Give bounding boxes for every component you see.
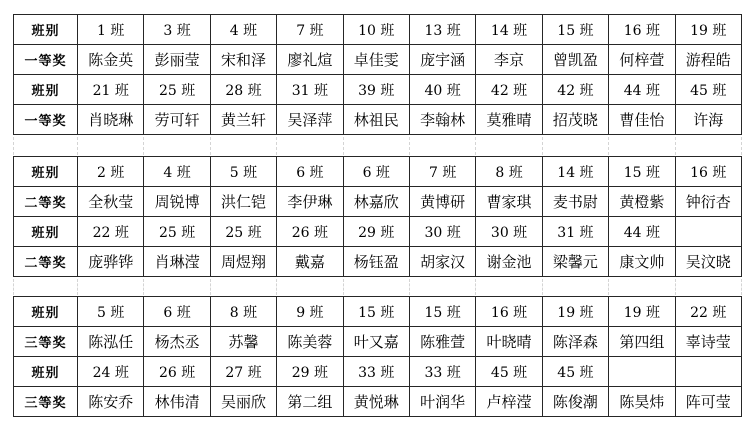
class-number-cell[interactable]: 8 班 [476,157,542,187]
student-name-cell[interactable]: 彭丽莹 [144,45,210,75]
student-name-cell[interactable]: 苏馨 [210,327,276,357]
student-name-cell[interactable]: 钟衍杏 [675,187,741,217]
class-number-cell[interactable]: 22 班 [675,297,741,327]
student-name-cell[interactable]: 洪仁铠 [210,187,276,217]
class-number-cell[interactable] [675,217,741,247]
gridline-dash [542,137,543,155]
student-name-cell[interactable]: 叶润华 [409,387,475,417]
class-number-cell[interactable]: 7 班 [409,157,475,187]
student-name-cell[interactable]: 林伟清 [144,387,210,417]
table-row [14,15,742,45]
gridline-dash [13,137,14,155]
student-name-cell[interactable]: 黄悦琳 [343,387,409,417]
gridline-dash [210,137,211,155]
class-number-cell[interactable]: 16 班 [675,157,741,187]
class-number-cell[interactable]: 19 班 [675,15,741,45]
class-number-cell[interactable]: 4 班 [210,15,276,45]
class-number-cell[interactable]: 13 班 [409,15,475,45]
gridline-dash [542,279,543,295]
class-number-cell[interactable]: 4 班 [144,157,210,187]
class-number-cell[interactable]: 45 班 [476,357,542,387]
student-name-cell[interactable]: 黄兰轩 [210,105,276,135]
row-label-prize[interactable]: 三等奖 [14,327,78,357]
student-name-cell[interactable]: 李京 [476,45,542,75]
student-name-cell[interactable]: 许海 [675,105,741,135]
row-label-prize[interactable]: 一等奖 [14,105,78,135]
class-number-cell[interactable]: 19 班 [609,297,675,327]
class-number-cell[interactable]: 42 班 [476,75,542,105]
table-row [14,387,742,417]
row-label-class[interactable]: 班别 [14,217,78,247]
class-number-cell[interactable]: 44 班 [609,217,675,247]
class-number-cell[interactable]: 15 班 [609,157,675,187]
class-number-cell[interactable]: 30 班 [476,217,542,247]
student-name-cell[interactable]: 戴嘉 [277,247,343,277]
table-row [14,327,742,357]
student-name-cell[interactable]: 杨杰丞 [144,327,210,357]
class-number-cell[interactable]: 30 班 [409,217,475,247]
gridline-dash [475,279,476,295]
class-number-cell[interactable]: 5 班 [210,157,276,187]
row-label-prize[interactable]: 二等奖 [14,187,78,217]
class-number-cell[interactable]: 45 班 [675,75,741,105]
gap-gridlines-2 [13,279,741,295]
student-name-cell[interactable]: 陈昊炜 [609,387,675,417]
student-name-cell[interactable]: 林嘉欣 [343,187,409,217]
gridline-dash [77,279,78,295]
gridline-dash [675,137,676,155]
row-label-prize[interactable]: 一等奖 [14,45,78,75]
row-label-class[interactable]: 班别 [14,75,78,105]
student-name-cell[interactable]: 曹家琪 [476,187,542,217]
table-row [14,45,742,75]
first-prize-table [13,14,742,135]
class-number-cell[interactable]: 15 班 [542,15,608,45]
class-number-cell[interactable]: 25 班 [144,75,210,105]
student-name-cell[interactable]: 阵可莹 [675,387,741,417]
row-label-prize[interactable]: 二等奖 [14,247,78,277]
gridline-dash [409,137,410,155]
class-number-cell[interactable]: 40 班 [409,75,475,105]
gridline-dash [276,137,277,155]
class-number-cell[interactable]: 15 班 [343,297,409,327]
class-number-cell[interactable]: 45 班 [542,357,608,387]
second-prize-table [13,156,742,277]
gridline-dash [741,279,742,295]
class-number-cell[interactable]: 9 班 [277,297,343,327]
class-number-cell[interactable] [675,357,741,387]
student-name-cell[interactable]: 杨钰盈 [343,247,409,277]
student-name-cell[interactable]: 康文帅 [609,247,675,277]
class-number-cell[interactable]: 6 班 [144,297,210,327]
student-name-cell[interactable]: 谢金池 [476,247,542,277]
class-number-cell[interactable]: 31 班 [542,217,608,247]
student-name-cell[interactable]: 叶晓晴 [476,327,542,357]
table-row [14,187,742,217]
class-number-cell[interactable]: 29 班 [277,357,343,387]
student-name-cell[interactable]: 第四组 [609,327,675,357]
class-number-cell[interactable]: 21 班 [78,75,144,105]
class-number-cell[interactable]: 7 班 [277,15,343,45]
gridline-dash [608,137,609,155]
student-name-cell[interactable]: 陈泽森 [542,327,608,357]
student-name-cell[interactable]: 招茂晓 [542,105,608,135]
row-label-class[interactable]: 班别 [14,357,78,387]
class-number-cell[interactable]: 2 班 [78,157,144,187]
table-row [14,75,742,105]
student-name-cell[interactable]: 李伊琳 [277,187,343,217]
class-number-cell[interactable]: 14 班 [542,157,608,187]
class-number-cell[interactable]: 31 班 [277,75,343,105]
row-label-class[interactable]: 班别 [14,297,78,327]
class-number-cell[interactable]: 33 班 [409,357,475,387]
class-number-cell[interactable]: 26 班 [277,217,343,247]
table-row [14,247,742,277]
class-number-cell[interactable]: 16 班 [609,15,675,45]
student-name-cell[interactable]: 全秋莹 [78,187,144,217]
student-name-cell[interactable]: 胡家汉 [409,247,475,277]
student-name-cell[interactable]: 吴汶晓 [675,247,741,277]
table-row [14,217,742,247]
row-label-class[interactable]: 班别 [14,15,78,45]
gridline-dash [13,279,14,295]
student-name-cell[interactable]: 辜诗莹 [675,327,741,357]
student-name-cell[interactable]: 李翰林 [409,105,475,135]
class-number-cell[interactable] [609,357,675,387]
row-label-prize[interactable]: 三等奖 [14,387,78,417]
class-number-cell[interactable]: 6 班 [277,157,343,187]
student-name-cell[interactable]: 叶又嘉 [343,327,409,357]
student-name-cell[interactable]: 陈美蓉 [277,327,343,357]
student-name-cell[interactable]: 劳可轩 [144,105,210,135]
student-name-cell[interactable]: 宋和泽 [210,45,276,75]
gridline-dash [343,279,344,295]
table-row [14,357,742,387]
student-name-cell[interactable]: 麦书尉 [542,187,608,217]
student-name-cell[interactable]: 黄橙紫 [609,187,675,217]
student-name-cell[interactable]: 肖琳滢 [144,247,210,277]
class-number-cell[interactable]: 19 班 [542,297,608,327]
student-name-cell[interactable]: 陈泓任 [78,327,144,357]
gridline-dash [608,279,609,295]
student-name-cell[interactable]: 曹佳怡 [609,105,675,135]
student-name-cell[interactable]: 吴泽萍 [277,105,343,135]
gap-gridlines-1 [13,137,741,155]
class-number-cell[interactable]: 14 班 [476,15,542,45]
student-name-cell[interactable]: 陈俊潮 [542,387,608,417]
student-name-cell[interactable]: 陈金英 [78,45,144,75]
class-number-cell[interactable]: 29 班 [343,217,409,247]
student-name-cell[interactable]: 莫雅晴 [476,105,542,135]
student-name-cell[interactable]: 庞骅铧 [78,247,144,277]
class-number-cell[interactable]: 25 班 [144,217,210,247]
student-name-cell[interactable]: 庞宇涵 [409,45,475,75]
student-name-cell[interactable]: 陈安乔 [78,387,144,417]
student-name-cell[interactable]: 何梓萱 [609,45,675,75]
class-number-cell[interactable]: 3 班 [144,15,210,45]
class-number-cell[interactable]: 27 班 [210,357,276,387]
gridline-dash [143,279,144,295]
student-name-cell[interactable]: 肖晓琳 [78,105,144,135]
student-name-cell[interactable]: 曾凯盈 [542,45,608,75]
student-name-cell[interactable]: 游程皓 [675,45,741,75]
class-number-cell[interactable]: 10 班 [343,15,409,45]
class-number-cell[interactable]: 26 班 [144,357,210,387]
gridline-dash [143,137,144,155]
student-name-cell[interactable]: 卢梓滢 [476,387,542,417]
gridline-dash [276,279,277,295]
class-number-cell[interactable]: 25 班 [210,217,276,247]
student-name-cell[interactable]: 吴丽欣 [210,387,276,417]
row-label-class[interactable]: 班别 [14,157,78,187]
student-name-cell[interactable]: 林祖民 [343,105,409,135]
third-prize-table [13,296,742,417]
gridline-dash [741,137,742,155]
gridline-dash [409,279,410,295]
class-number-cell[interactable]: 5 班 [78,297,144,327]
class-number-cell[interactable]: 39 班 [343,75,409,105]
class-number-cell[interactable]: 1 班 [78,15,144,45]
class-number-cell[interactable]: 22 班 [78,217,144,247]
class-number-cell[interactable]: 24 班 [78,357,144,387]
class-number-cell[interactable]: 33 班 [343,357,409,387]
student-name-cell[interactable]: 周煜翔 [210,247,276,277]
student-name-cell[interactable]: 廖礼煊 [277,45,343,75]
class-number-cell[interactable]: 42 班 [542,75,608,105]
gridline-dash [77,137,78,155]
student-name-cell[interactable]: 第二组 [277,387,343,417]
student-name-cell[interactable]: 陈雅萱 [409,327,475,357]
student-name-cell[interactable]: 梁馨元 [542,247,608,277]
student-name-cell[interactable]: 黄博研 [409,187,475,217]
table-row [14,157,742,187]
gridline-dash [475,137,476,155]
class-number-cell[interactable]: 28 班 [210,75,276,105]
gridline-dash [343,137,344,155]
student-name-cell[interactable]: 周锐博 [144,187,210,217]
student-name-cell[interactable]: 卓佳雯 [343,45,409,75]
class-number-cell[interactable]: 44 班 [609,75,675,105]
gridline-dash [210,279,211,295]
class-number-cell[interactable]: 15 班 [409,297,475,327]
class-number-cell[interactable]: 8 班 [210,297,276,327]
table-row [14,105,742,135]
table-row [14,297,742,327]
class-number-cell[interactable]: 16 班 [476,297,542,327]
gridline-dash [675,279,676,295]
class-number-cell[interactable]: 6 班 [343,157,409,187]
